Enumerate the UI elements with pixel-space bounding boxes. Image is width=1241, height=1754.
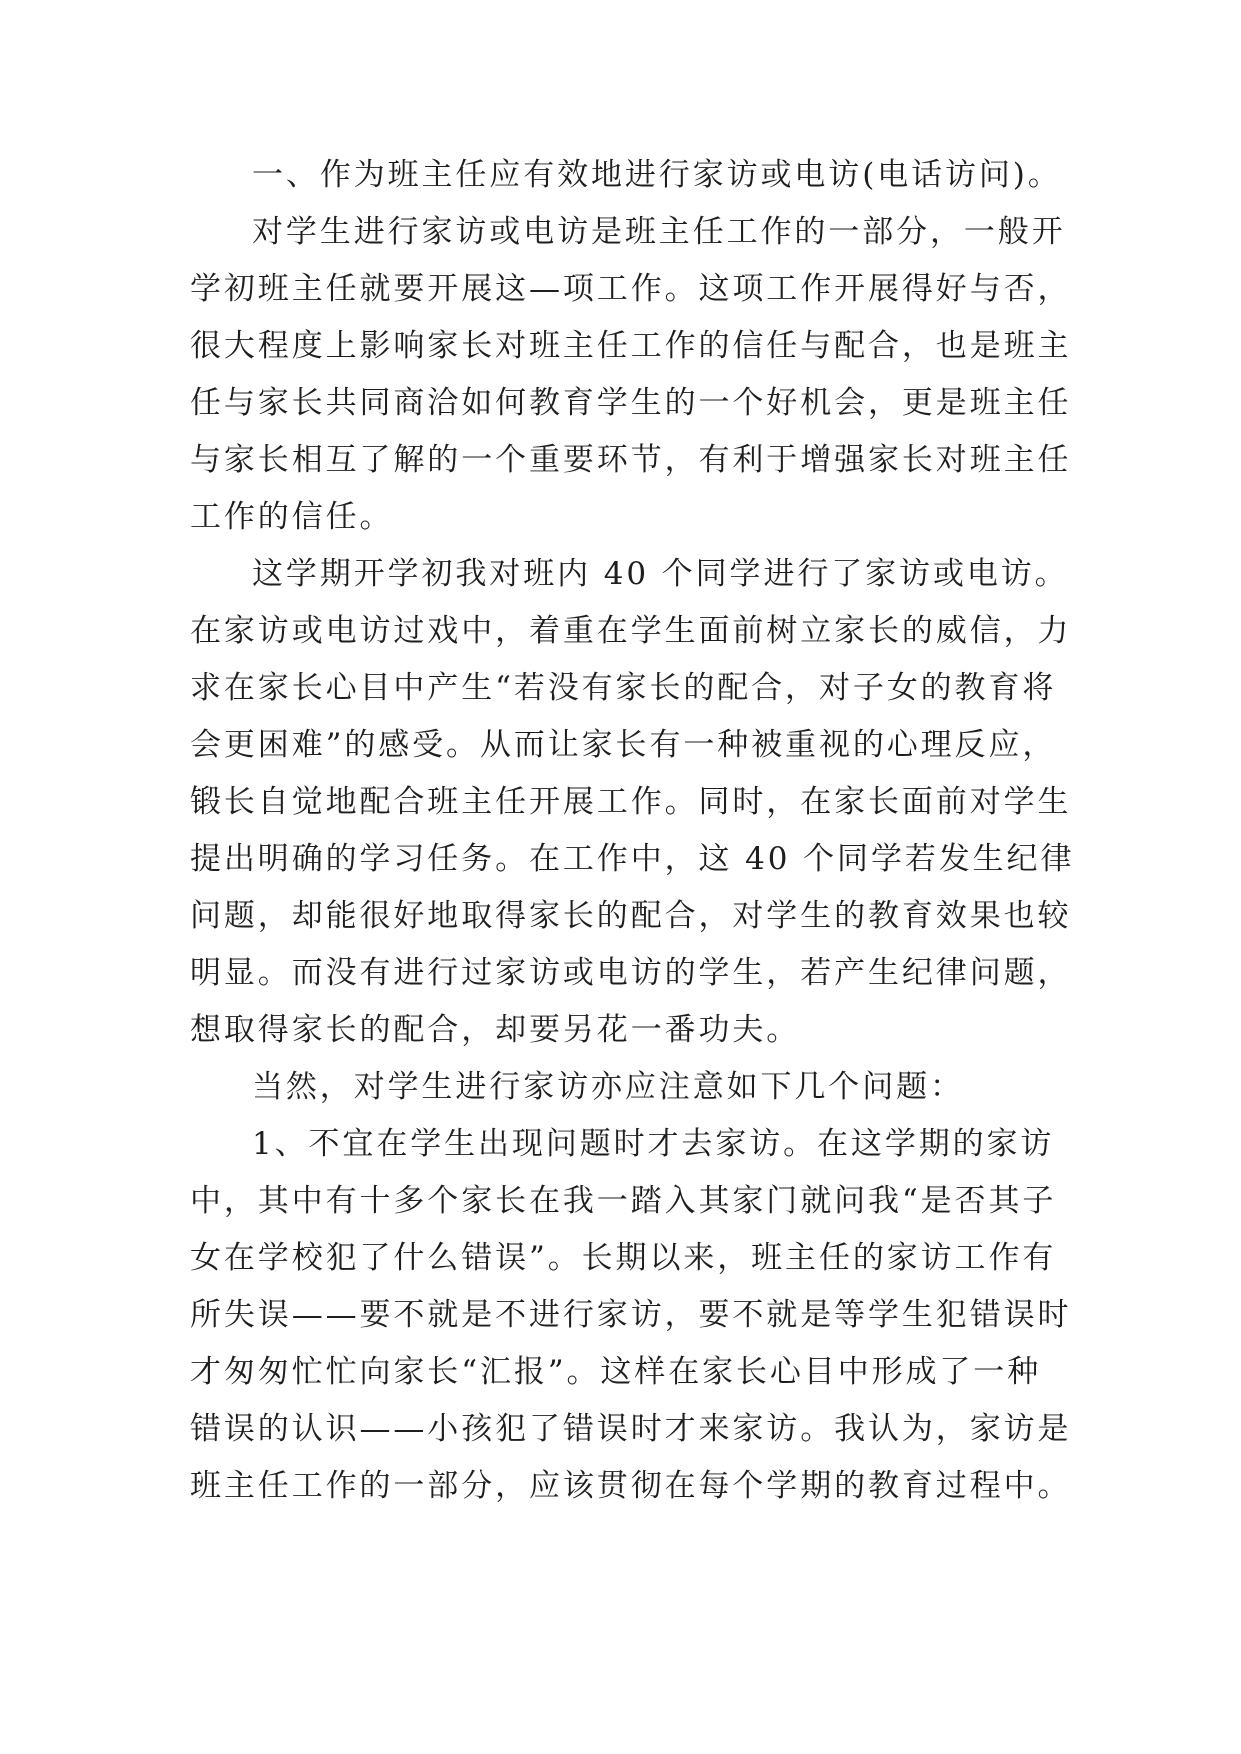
paragraph-line: 错误的认识——小孩犯了错误时才来家访。我认为，家访是 [190, 1411, 1072, 1447]
paragraph-line: 学初班主任就要开展这—项工作。这项工作开展得好与否， [190, 271, 1072, 307]
paragraph-line: 求在家长心目中产生“若没有家长的配合，对子女的教育将 [190, 670, 1057, 706]
paragraph-line: 提出明确的学习任务。在工作中，这 40 个同学若发生纪律 [190, 841, 1075, 877]
paragraph-line: 对学生进行家访或电访是班主任工作的一部分，一般开 [252, 214, 1066, 250]
paragraph-line: 锻长自觉地配合班主任开展工作。同时，在家长面前对学生 [190, 784, 1072, 820]
paragraph-line: 问题，却能很好地取得家长的配合，对学生的教育效果也较 [190, 898, 1072, 934]
paragraph-line: 班主任工作的一部分，应该贯彻在每个学期的教育过程中。 [190, 1468, 1072, 1504]
paragraph-line: 女在学校犯了什么错误”。长期以来，班主任的家访工作有 [190, 1240, 1057, 1276]
paragraph-line: 中，其中有十多个家长在我一踏入其家门就问我“是否其子 [190, 1183, 1057, 1219]
section-heading: 一、作为班主任应有效地进行家访或电访(电话访问)。 [252, 157, 1062, 193]
paragraph-line: 很大程度上影响家长对班主任工作的信任与配合，也是班主 [190, 328, 1072, 364]
list-item-line: 1、不宜在学生出现问题时才去家访。在这学期的家访 [252, 1126, 1055, 1162]
paragraph-line: 当然，对学生进行家访亦应注意如下几个问题： [252, 1069, 964, 1105]
paragraph-line: 在家访或电访过戏中，着重在学生面前树立家长的威信，力 [190, 613, 1072, 649]
paragraph-line: 所失误——要不就是不进行家访，要不就是等学生犯错误时 [190, 1297, 1072, 1333]
paragraph-line: 会更困难”的感受。从而让家长有一种被重视的心理反应， [190, 727, 1057, 763]
paragraph-line: 才匆匆忙忙向家长“汇报”。这样在家长心目中形成了一种 [190, 1354, 1042, 1390]
paragraph-line: 想取得家长的配合，却要另花一番功夫。 [190, 1012, 801, 1048]
paragraph-line: 明显。而没有进行过家访或电访的学生，若产生纪律问题， [190, 955, 1072, 991]
paragraph-line: 任与家长共同商洽如何教育学生的一个好机会，更是班主任 [190, 385, 1072, 421]
paragraph-line: 与家长相互了解的一个重要环节，有利于增强家长对班主任 [190, 442, 1072, 478]
paragraph-line: 工作的信任。 [190, 499, 394, 535]
paragraph-line: 这学期开学初我对班内 40 个同学进行了家访或电访。 [252, 556, 1069, 592]
